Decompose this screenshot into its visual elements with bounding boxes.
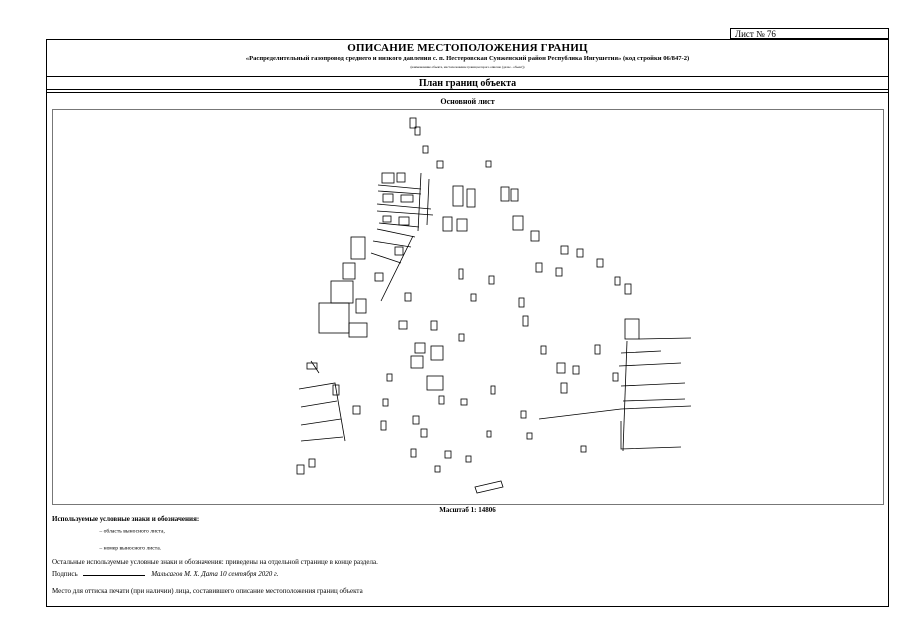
divider-plan-title: [46, 89, 889, 90]
boundary-map: [52, 109, 884, 505]
street-segments-north: [371, 185, 433, 263]
plan-title: План границ объекта: [418, 78, 517, 89]
boundary-map-drawing: [53, 110, 885, 506]
divider-plan-title-double: [46, 92, 889, 93]
map-scale: Масштаб 1: 14806: [439, 506, 496, 514]
gas-pipeline-east-spine: [623, 341, 627, 451]
document-title: ОПИСАНИЕ МЕСТОПОЛОЖЕНИЯ ГРАНИЦ: [347, 42, 588, 54]
parcel-south: [475, 481, 503, 493]
divider-header: [46, 76, 889, 77]
legend-item-insert-area: [52, 528, 165, 534]
signature-row: [52, 568, 278, 578]
insert-number-symbol: [52, 545, 98, 551]
signature-line: [83, 568, 145, 576]
legend-item-insert-number: [52, 545, 161, 551]
document-subnote: (наименование объекта, местоположение границ которого описано (далее - объект)): [410, 65, 525, 69]
legend-title: Используемые условные знаки и обозначения:: [52, 515, 200, 523]
insert-area-symbol: [52, 528, 98, 534]
stamp-place-text: Место для оттиска печати (при наличии) лица, составившего описание местоположения границ объекта: [52, 587, 363, 595]
signature-label: Подпись: [52, 570, 78, 578]
street-segments-north-vertical: [381, 173, 429, 301]
document-subtitle: «Распределительный газопровод среднего и низкого давления с. п. Нестеровская Сунженский район Республика Ингушетия» (код стройки 06/847-2): [245, 55, 690, 62]
legend-item-label: – номер выносного листа.: [99, 545, 162, 552]
gas-pipeline-southwest: [299, 361, 345, 441]
other-legend-note: Остальные используемые условные знаки и обозначения: приведены на отдельной странице в конце раздела.: [52, 558, 378, 566]
main-sheet-label: Основной лист: [440, 97, 495, 106]
legend-item-label: – область выносного листа,: [99, 528, 165, 535]
signer-name-date: Мальсагов М. Х. Дата 10 сентября 2020 г.: [151, 570, 279, 578]
gas-pipeline-east: [539, 338, 691, 449]
sheet-number-label: Лист № 76: [730, 28, 889, 39]
